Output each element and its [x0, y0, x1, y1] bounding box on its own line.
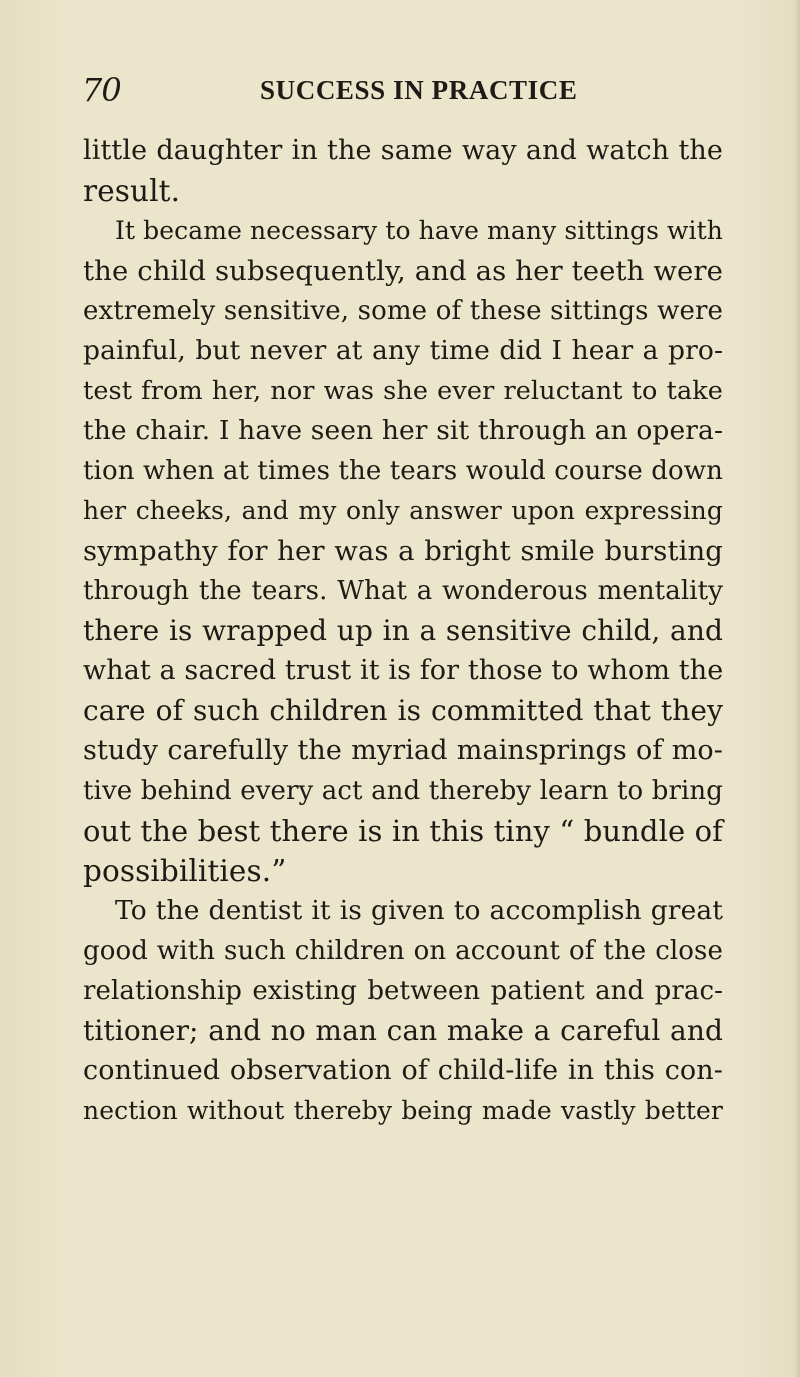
text-line: nection without thereby being made vastly better — [83, 1096, 723, 1125]
text-line: through the tears. What a wonderous mentality — [83, 576, 723, 606]
text-line: her cheeks, and my only answer upon expressing — [83, 496, 723, 525]
text-line: sympathy for her was a bright smile bursting — [83, 535, 723, 567]
text-line: continued observation of child-life in this con- — [83, 1055, 723, 1086]
text-line: possibilities.” — [83, 854, 287, 888]
text-line: good with such children on account of the close — [83, 936, 723, 966]
text-line: there is wrapped up in a sensitive child, and — [83, 614, 723, 647]
text-line: To the dentist it is given to accomplish great — [115, 895, 723, 926]
text-line: test from her, nor was she ever reluctant to take — [83, 376, 723, 406]
text-line: little daughter in the same way and watch the — [83, 135, 723, 166]
text-line: relationship existing between patient and prac- — [83, 976, 723, 1006]
text-line: care of such children is committed that they — [83, 694, 723, 727]
text-line: tive behind every act and thereby learn to bring — [83, 776, 723, 806]
text-line: It became necessary to have many sittings with — [115, 216, 723, 245]
text-line: what a sacred trust it is for those to whom the — [83, 655, 724, 686]
page-edge-shadow — [794, 0, 800, 1377]
text-line: titioner; and no man can make a careful and — [83, 1014, 723, 1047]
page-header — [82, 70, 722, 110]
text-line: the chair. I have seen her sit through an opera- — [83, 415, 723, 446]
text-line: result. — [83, 174, 181, 208]
text-line: extremely sensitive, some of these sittings were — [83, 296, 723, 326]
text-line: out the best there is in this tiny “ bundle of — [83, 814, 723, 848]
running-head: SUCCESS IN PRACTICE — [260, 75, 578, 105]
body-text — [83, 131, 723, 1131]
text-line: tion when at times the tears would course down — [83, 456, 723, 486]
text-line: the child subsequently, and as her teeth were — [83, 255, 723, 287]
page-number: 70 — [82, 71, 121, 109]
text-line: study carefully the myriad mainsprings of mo- — [83, 735, 723, 766]
text-line: painful, but never at any time did I hear a pro- — [83, 335, 723, 366]
